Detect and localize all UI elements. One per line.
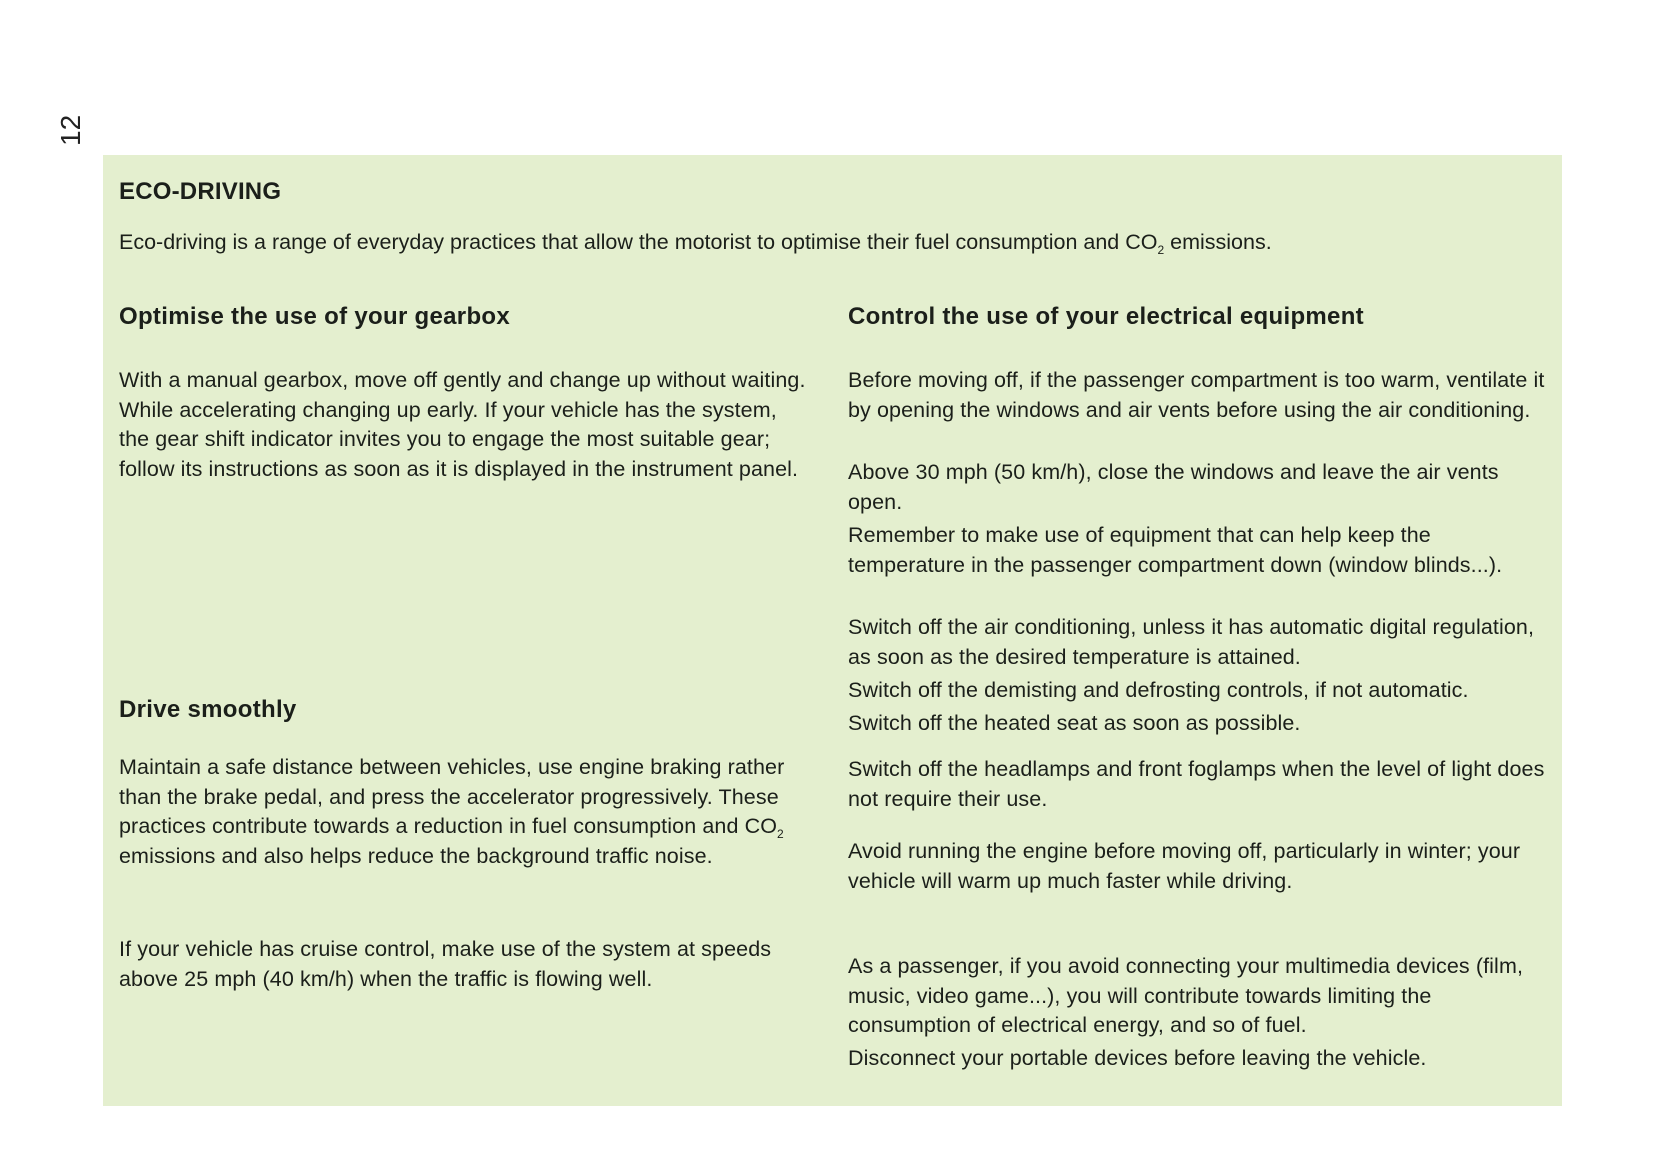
electrical-paragraph: Above 30 mph (50 km/h), close the windows and leave the air vents open. [848,460,1499,514]
eco-driving-panel [103,155,1562,1106]
gearbox-paragraph: With a manual gearbox, move off gently and change up without waiting. While accelerating changing up early. If your vehicle has the system, the gear shift indicator invites you to engage the most suitable gear; follow its instructions as soon as it is displayed in the instrument panel. [119,368,806,481]
intro-subscript: 2 [1157,243,1165,257]
page-number: 12 [55,114,86,146]
electrical-paragraph: Switch off the heated seat as soon as possible. [848,711,1301,735]
cruise-paragraph: If your vehicle has cruise control, make use of the system at speeds above 25 mph (40 km/h) when the traffic is flowing well. [119,937,772,991]
smooth-text-end: emissions and also helps reduce the background traffic noise. [119,843,713,868]
page-title: ECO-DRIVING [119,178,282,205]
intro-paragraph [119,228,1272,257]
electrical-paragraph: Disconnect your portable devices before leaving the vehicle. [848,1046,1427,1070]
electrical-heading: Control the use of your electrical equipment [848,303,1364,330]
electrical-paragraph: As a passenger, if you avoid connecting your multimedia devices (film, music, video game...), you will contribute towards limiting the consumption of electrical energy, and so of fuel. [848,954,1524,1037]
smooth-paragraph [119,753,799,871]
gearbox-heading: Optimise the use of your gearbox [119,303,511,330]
intro-text-end: emissions. [1164,230,1272,254]
smooth-subscript: 2 [777,827,784,841]
intro-text: Eco-driving is a range of everyday practices that allow the motorist to optimise their fuel consumption and CO [119,230,1158,254]
electrical-paragraph: Switch off the air conditioning, unless it has automatic digital regulation, as soon as the desired temperature is attained. [848,615,1535,669]
smooth-text: Maintain a safe distance between vehicles, use engine braking rather than the brake pedal, and press the accelerator progressively. These practices contribute towards a reduction in fuel consumption and CO [119,755,785,838]
electrical-paragraph: Remember to make use of equipment that can help keep the temperature in the passenger compartment down (window blinds...). [848,523,1503,577]
electrical-paragraph: Avoid running the engine before moving off, particularly in winter; your vehicle will warm up much faster while driving. [848,839,1521,893]
electrical-paragraph: Switch off the headlamps and front foglamps when the level of light does not require their use. [848,757,1545,811]
electrical-paragraph: Before moving off, if the passenger compartment is too warm, ventilate it by opening the windows and air vents before using the air conditioning. [848,368,1545,422]
electrical-paragraph: Switch off the demisting and defrosting controls, if not automatic. [848,678,1469,702]
smooth-heading: Drive smoothly [119,696,297,723]
